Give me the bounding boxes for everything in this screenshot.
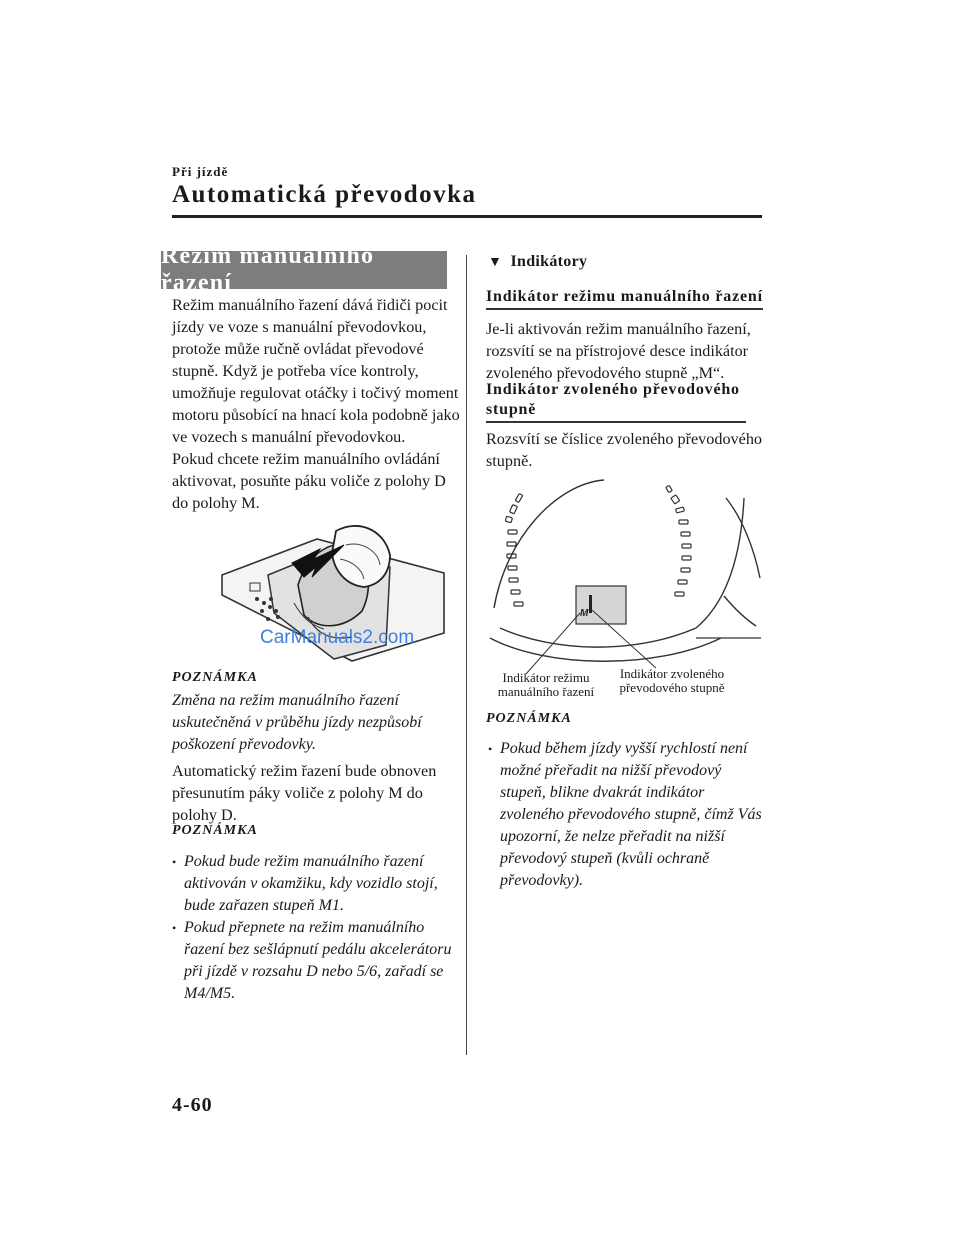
paragraph-2: Automatický režim řazení bude obnoven přesunutím páky voliče z polohy M do polohy D.: [172, 762, 437, 824]
note-2-item: • Pokud bude režim manuálního řazení aktivován v okamžiku, kdy vozidlo stojí, bude zařazen stupeň M1.: [170, 851, 465, 917]
note-3-label: POZNÁMKA: [486, 711, 572, 726]
chapter-title: Automatická převodovka: [172, 181, 477, 208]
note-2-item: • Pokud přepnete na režim manuálního řazení bez sešlápnutí pedálu akcelerátoru při jízdě v rozsahu D nebo 5/6, zařadí se M4/M5.: [170, 917, 465, 1005]
intro-text: [172, 294, 462, 514]
note-1-label: POZNÁMKA: [172, 670, 258, 685]
note-3-item: • Pokud během jízdy vyšší rychlostí není možné přeřadit na nižší převodový stupeň, blikne dvakrát indikátor zvoleného převodového stupně, čímž Vás upozorní, že nelze přeřadit na nižší převodový stupeň (kvůli ochraně převodovky).: [486, 738, 771, 892]
indicators-heading: [488, 253, 587, 271]
shift-lever-illustration: [212, 513, 452, 663]
header-rule: [172, 215, 762, 218]
gear-indicator-heading: Indikátor zvoleného převodového stupně: [486, 380, 746, 423]
note-2-list: [170, 851, 465, 1005]
caption-manual-mode-indicator: Indikátor režimu manuálního řazení: [497, 670, 595, 699]
paragraph-1: Režim manuálního řazení dává řidiči pocit jízdy ve voze s manuální převodovkou, protože může ručně ovládat převodové stupně. Když je potřeba více kontroly, umožňuje regulovat otáčky i točivý moment motoru působící na hnací kola podobně jako ve vozech s manuální převodovkou.: [172, 296, 460, 446]
watermark: CarManuals2.com: [260, 627, 415, 648]
paragraph-1b: Pokud chcete režim manuálního ovládání aktivovat, posuňte páku voliče z polohy D do polohy M.: [172, 450, 446, 512]
note-1-text: Změna na režim manuálního řazení uskutečněná v průběhu jízdy nezpůsobí poškození převodovky.: [172, 692, 422, 753]
paragraph-3: Je-li aktivován režim manuálního řazení, rozsvítí se na přístrojové desce indikátor zvoleného převodového stupně „M“.: [486, 320, 751, 382]
page-number: 4-60: [172, 1094, 213, 1116]
manual-mode-indicator-heading: Indikátor režimu manuálního řazení: [486, 287, 763, 310]
gauge-m-indicator: M: [580, 608, 589, 619]
caption-gear-indicator: Indikátor zvoleného převodového stupně: [619, 666, 725, 695]
column-divider: [466, 255, 467, 1055]
note-2-label: POZNÁMKA: [172, 823, 258, 838]
section-title: Režim manuálního řazení: [161, 251, 447, 289]
indicators-heading-text: Indikátory: [510, 253, 588, 270]
breadcrumb: Při jízdě: [172, 164, 229, 179]
paragraph-4: Rozsvítí se číslice zvoleného převodového stupně.: [486, 430, 763, 470]
triangle-marker-icon: ▼: [488, 255, 503, 270]
note-3-list: [486, 738, 771, 892]
